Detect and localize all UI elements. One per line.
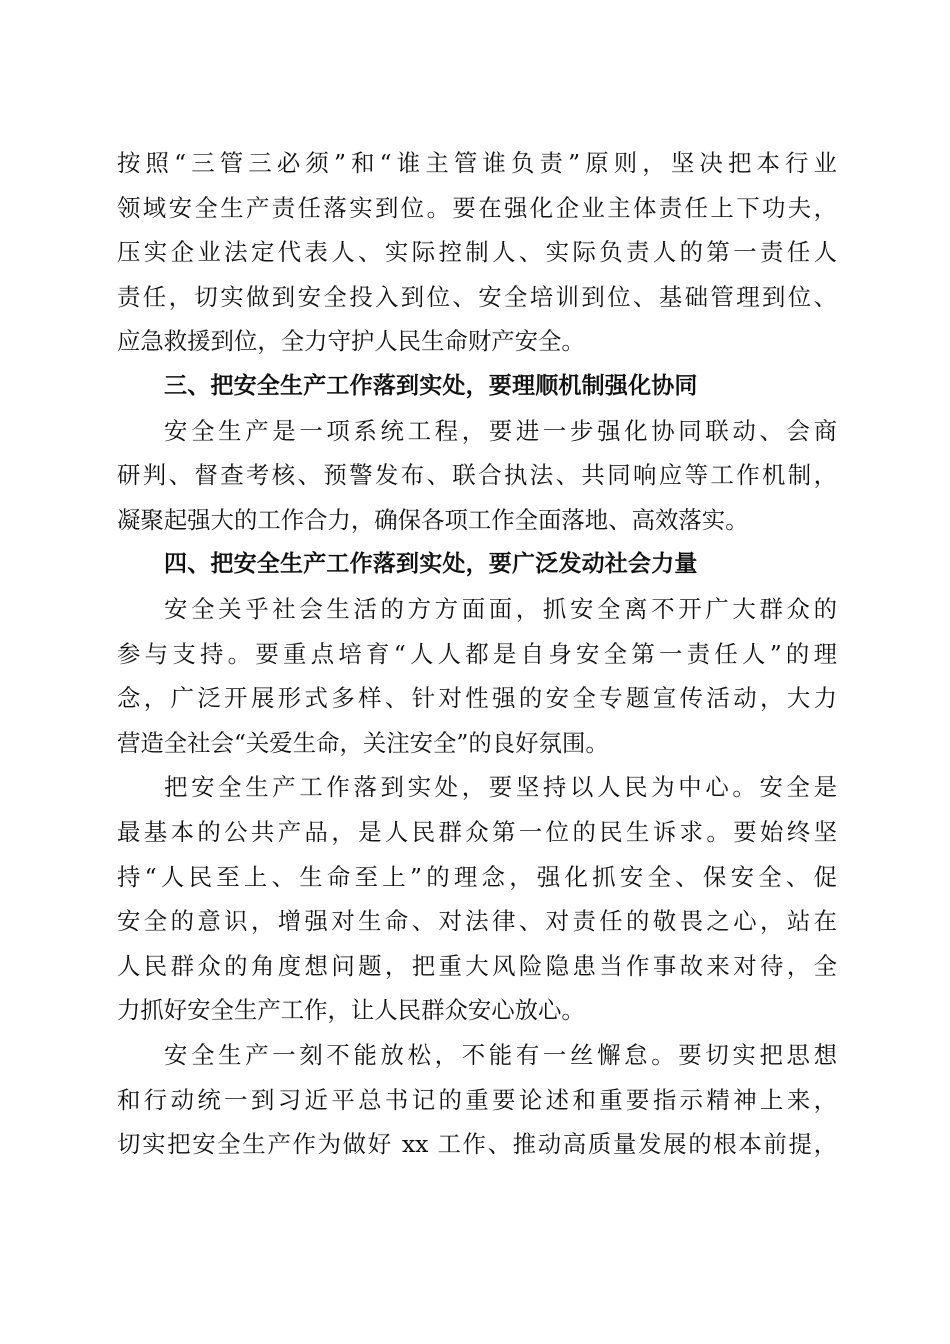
body-text-line: 念，广泛开展形式多样、针对性强的安全专题宣传活动，大力: [117, 684, 837, 712]
body-text-line: 安全的意识，增强对生命、对法律、对责任的敬畏之心，站在: [117, 907, 837, 935]
body-text-line: 安全生产是一项系统工程，要进一步强化协同联动、会商: [164, 417, 837, 445]
body-text-line: 力抓好安全生产工作，让人民群众安心放心。: [117, 996, 585, 1024]
body-text-line: 压实企业法定代表人、实际控制人、实际负责人的第一责任人: [117, 238, 837, 266]
body-text-line: 持“人民至上、生命至上”的理念，强化抓安全、保安全、促: [117, 863, 837, 891]
body-text-line: 安全生产一刻不能放松，不能有一丝懈怠。要切实把思想: [164, 1041, 837, 1069]
body-text-line: 领域安全生产责任落实到位。要在强化企业主体责任上下功夫，: [117, 194, 837, 222]
body-text-line: 和行动统一到习近平总书记的重要论述和重要指示精神上来，: [117, 1086, 837, 1114]
body-text-line: 最基本的公共产品，是人民群众第一位的民生诉求。要始终坚: [117, 818, 837, 846]
body-text-line: 安全关乎社会生活的方方面面，抓安全离不开广大群众的: [164, 595, 837, 623]
section-heading: 三、把安全生产工作落到实处，要理顺机制强化协同: [164, 373, 698, 399]
body-text-line: 把安全生产工作落到实处，要坚持以人民为中心。安全是: [164, 773, 837, 801]
body-text-line: 凝聚起强大的工作合力，确保各项工作全面落地、高效落实。: [117, 506, 749, 534]
body-text-line: 按照“三管三必须”和“谁主管谁负责”原则，坚决把本行业: [117, 149, 837, 177]
body-text-line: 切实把安全生产作为做好 xx 工作、推动高质量发展的根本前提，: [117, 1130, 837, 1158]
body-text-line: 营造全社会“关爱生命，关注安全”的良好氛围。: [117, 729, 609, 757]
body-text-line: 责任，切实做到安全投入到位、安全培训到位、基础管理到位、: [117, 283, 837, 311]
body-text-line: 参与支持。要重点培育“人人都是自身安全第一责任人”的理: [117, 640, 837, 668]
section-heading: 四、把安全生产工作落到实处，要广泛发动社会力量: [164, 551, 698, 577]
body-text-line: 应急救援到位，全力守护人民生命财产安全。: [117, 327, 585, 355]
body-text-line: 研判、督查考核、预警发布、联合执法、共同响应等工作机制，: [117, 461, 837, 489]
body-text-line: 人民群众的角度想问题，把重大风险隐患当作事故来对待，全: [117, 952, 837, 980]
